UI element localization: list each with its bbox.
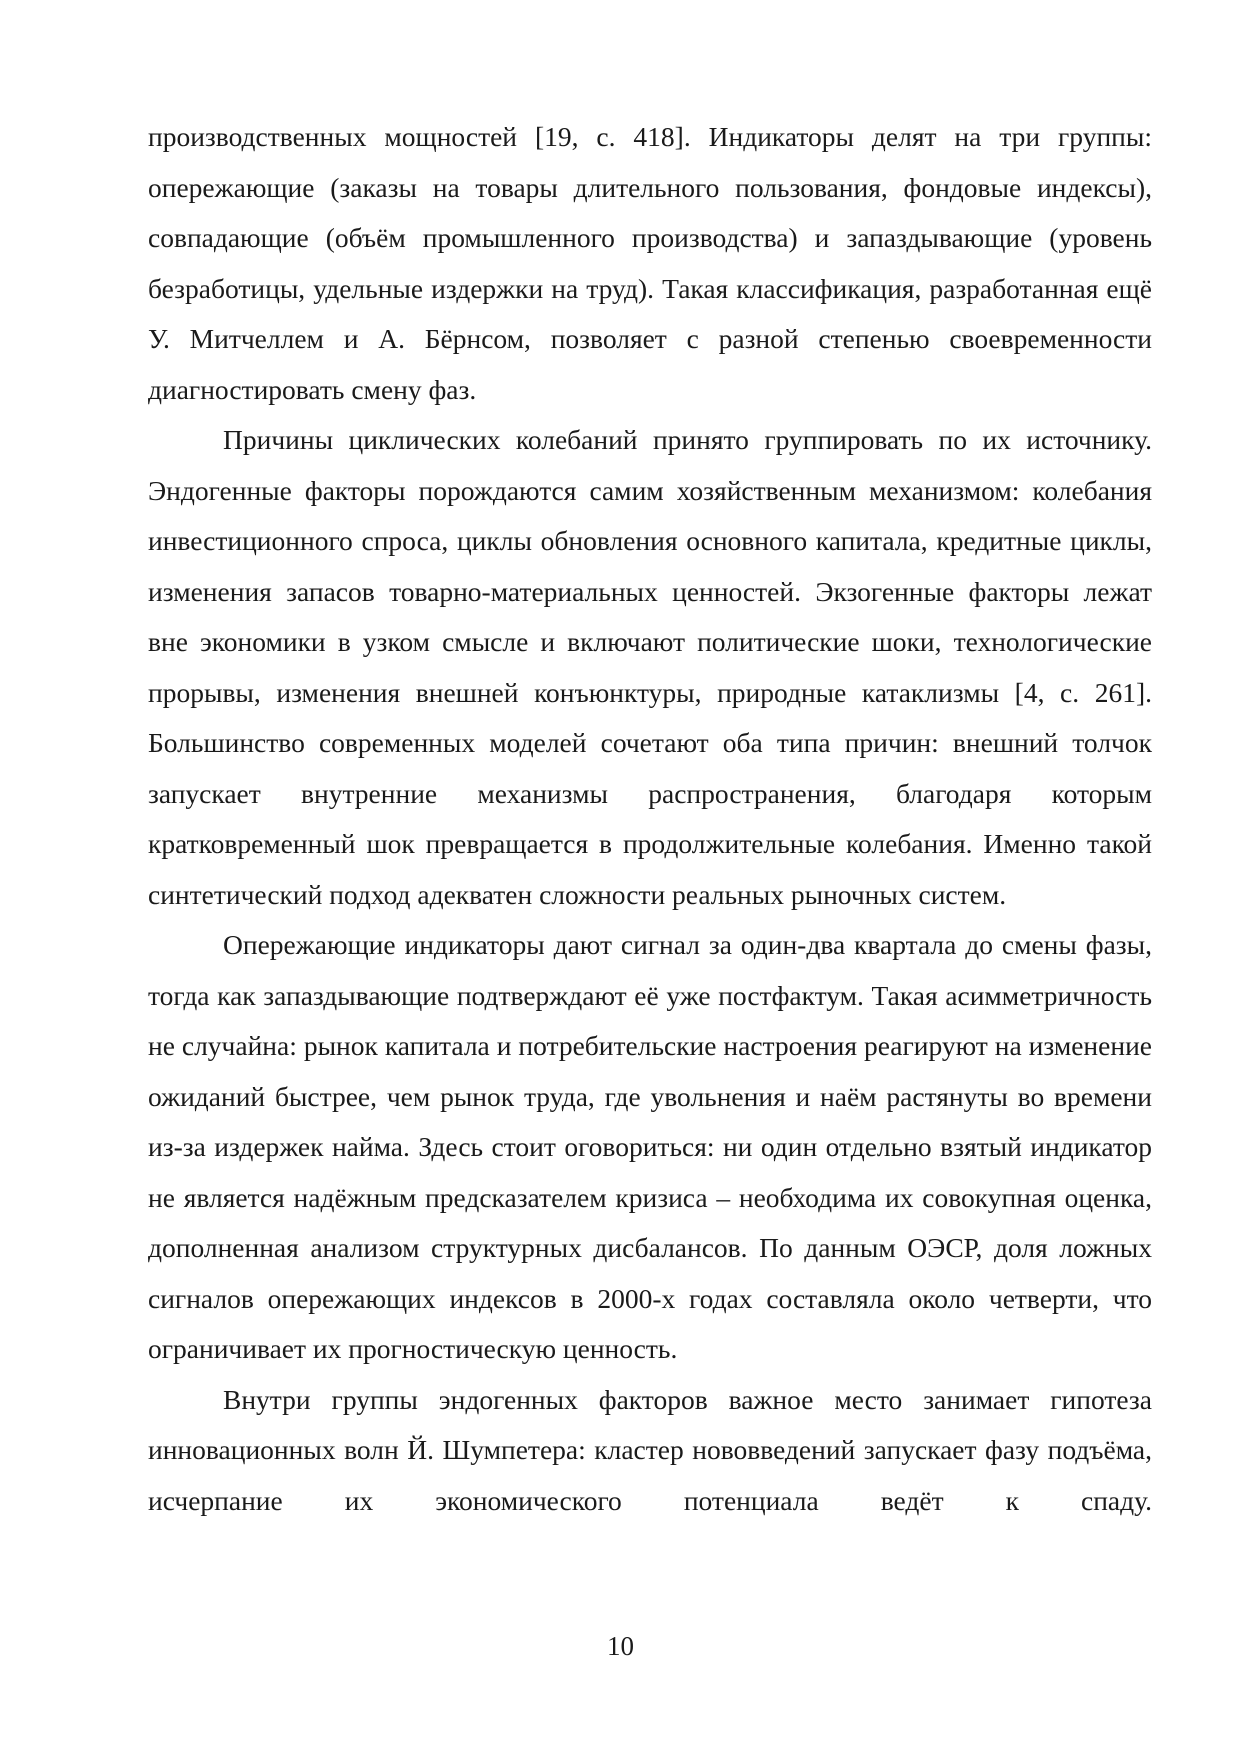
page-number: 10 <box>607 1631 634 1661</box>
paragraph-continued: производственных мощностей [19, с. 418]. Индикаторы делят на три группы: опережающие (заказы на товары длительного пользования, фондовые индексы), совпадающие (объём промышленного производства) и запаздывающие (уровень безработицы, удельные издержки на труд). Такая классификация, разработанная ещё У. Митчеллем и А. Бёрнсом, позволяет с разной степенью своевременности диагностировать смену фаз. <box>148 121 1152 405</box>
paragraph-indicators: Опережающие индикаторы дают сигнал за один-два квартала до смены фазы, тогда как запаздывающие подтверждают её уже постфактум. Такая асимметричность не случайна: рынок капитала и потребительские настроения реагируют на изменение ожиданий быстрее, чем рынок труда, где увольнения и наём растянуты во времени из-за издержек найма. Здесь стоит оговориться: ни один отдельно взятый индикатор не является надёжным предсказателем кризиса – необходима их совокупная оценка, дополненная анализом структурных дисбалансов. По данным ОЭСР, доля ложных сигналов опережающих индексов в 2000-х годах составляла около четверти, что ограничивает их прогностическую ценность. <box>148 929 1152 1364</box>
document-page <box>148 112 1152 1526</box>
paragraph-schumpeter: Внутри группы эндогенных факторов важное место занимает гипотеза инновационных волн Й. Шумпетера: кластер нововведений запускает фазу подъёма, исчерпание их экономического потенциала ведёт к спаду. <box>148 1383 1152 1516</box>
paragraph-causes: Причины циклических колебаний принято группировать по их источнику. Эндогенные факторы порождаются самим хозяйственным механизмом: колебания инвестиционного спроса, циклы обновления основного капитала, кредитные циклы, изменения запасов товарно-материальных ценностей. Экзогенные факторы лежат вне экономики в узком смысле и включают политические шоки, технологические прорывы, изменения внешней конъюнктуры, природные катаклизмы [4, с. 261]. Большинство современных моделей сочетают оба типа причин: внешний толчок запускает внутренние механизмы распространения, благодаря которым кратковременный шок превращается в продолжительные колебания. Именно такой синтетический подход адекватен сложности реальных рыночных систем. <box>148 424 1152 910</box>
